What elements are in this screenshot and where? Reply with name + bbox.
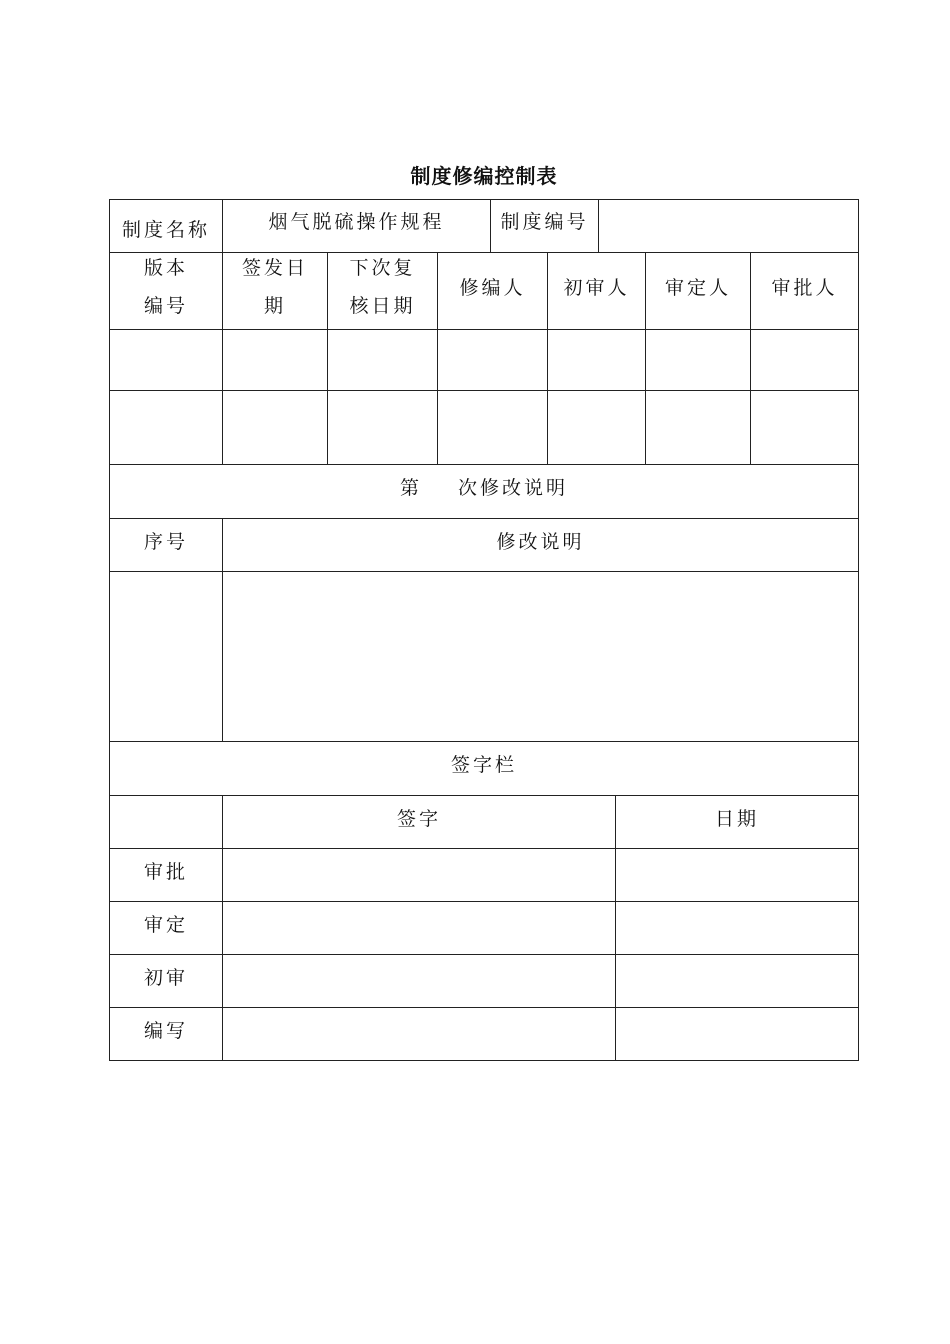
col-version-no-line1: 版本 — [143, 257, 188, 279]
sign-row-finalize: 审定 — [143, 914, 188, 936]
name-label: 制度名称 — [121, 219, 210, 241]
col-issue-date — [223, 249, 327, 325]
page-title: 制度修编控制表 — [410, 164, 558, 188]
col-issue-date-line2: 期 — [263, 295, 286, 317]
col-version-no — [110, 249, 222, 325]
col-seq: 序号 — [143, 531, 188, 553]
code-value — [599, 200, 858, 252]
table-border-right — [858, 199, 859, 1061]
sign-row-approve: 审批 — [143, 861, 188, 883]
revision-title — [110, 465, 858, 511]
col-date: 日期 — [714, 808, 759, 830]
revision-title-prefix: 第 — [399, 477, 422, 499]
col-editor: 修编人 — [459, 277, 526, 299]
col-next-review-date — [328, 249, 437, 325]
col-approver: 审批人 — [771, 277, 838, 299]
col-revision-desc: 修改说明 — [496, 531, 585, 553]
name-value: 烟气脱硫操作规程 — [268, 211, 445, 233]
col-first-reviewer: 初审人 — [563, 277, 630, 299]
revision-title-suffix: 次修改说明 — [458, 477, 569, 499]
sign-row-write: 编写 — [143, 1020, 188, 1042]
col-next-review-line1: 下次复 — [349, 257, 416, 279]
col-sign: 签字 — [396, 808, 441, 830]
code-label: 制度编号 — [500, 211, 589, 233]
col-version-no-line2: 编号 — [143, 295, 188, 317]
sign-row-first-review: 初审 — [143, 967, 188, 989]
signature-title: 签字栏 — [450, 754, 517, 776]
col-finalizer: 审定人 — [664, 277, 731, 299]
col-next-review-line2: 核日期 — [349, 295, 416, 317]
col-issue-date-line1: 签发日 — [241, 257, 308, 279]
